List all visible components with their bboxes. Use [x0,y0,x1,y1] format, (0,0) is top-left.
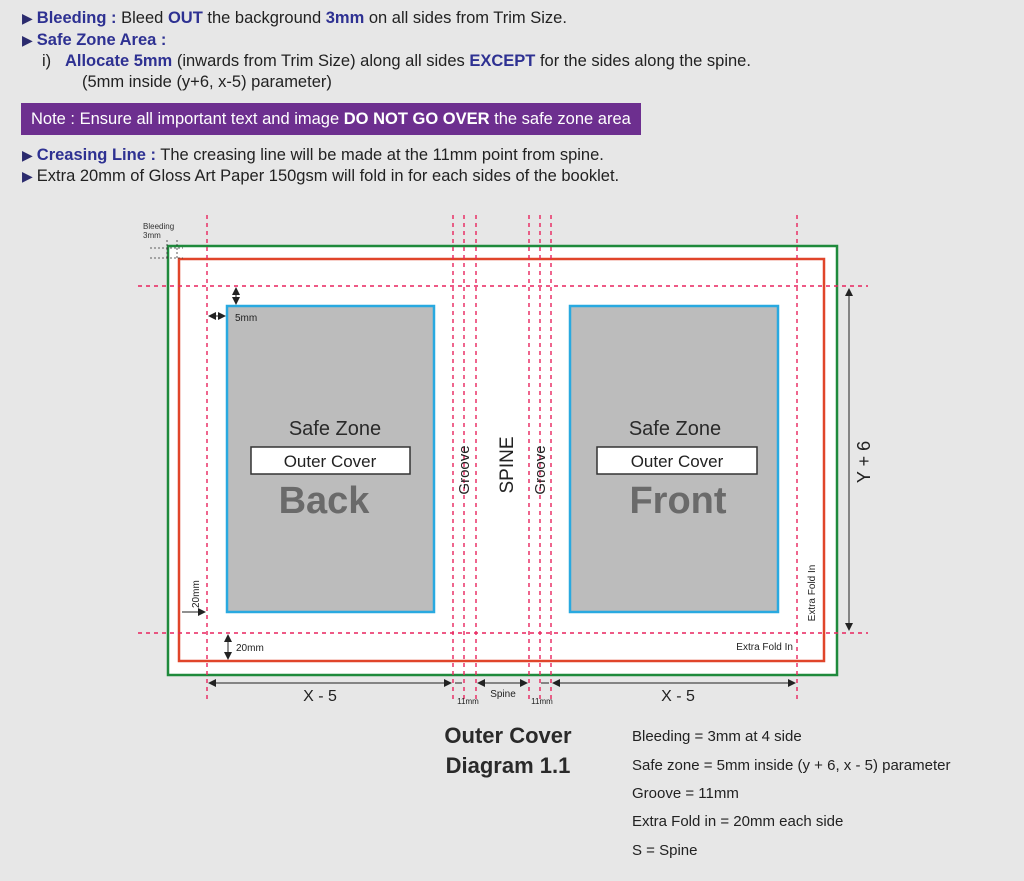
caption-line-2: Diagram 1.1 [445,753,571,778]
bleeding-label-2: 3mm [143,231,161,240]
groove-left-label: Groove [456,445,473,495]
y-dimension-label: Y + 6 [854,440,874,484]
extra-fold-in-right-label: Extra Fold In [807,564,818,622]
caption-line-1: Outer Cover [444,723,572,748]
bottom-fold-label: 20mm [236,643,264,654]
bullet-arrow-icon: ▶ [22,10,33,26]
bleeding-label-1: Bleeding [143,222,175,231]
back-outer-cover-label: Outer Cover [283,452,377,471]
bullet-arrow-icon: ▶ [22,147,33,163]
bleeding-instruction: ▶ Bleeding : Bleed OUT the background 3mm on all sides from Trim Size. [22,9,567,27]
spine-label: SPINE [497,436,518,494]
safe-zone-instruction: i) Allocate 5mm (inwards from Trim Size) along all sides EXCEPT for the sides along the spine. [42,52,751,70]
legend-item: Extra Fold in = 20mm each side [632,813,844,830]
front-outer-cover-label: Outer Cover [630,452,724,471]
safe-margin-label: 5mm [235,313,258,324]
groove-right-label: Groove [532,445,549,495]
bullet-arrow-icon: ▶ [22,168,33,184]
extra-fold-instruction: ▶ Extra 20mm of Gloss Art Paper 150gsm will fold in for each sides of the booklet. [22,167,620,185]
legend-item: Bleeding = 3mm at 4 side [632,728,802,745]
safe-zone-parameter: (5mm inside (y+6, x-5) parameter) [82,73,332,91]
note-banner: Note : Ensure all important text and image DO NOT GO OVER the safe zone area [21,103,641,135]
x-dimension-right-label: X - 5 [661,688,695,705]
bullet-arrow-icon: ▶ [22,32,33,48]
left-fold-label: 20mm [191,580,202,608]
legend-item: Safe zone = 5mm inside (y + 6, x - 5) parameter [632,757,951,774]
x-dimension-left-label: X - 5 [303,688,337,705]
groove-dimension-left-label: 11mm [457,697,479,706]
front-label: Front [629,480,727,522]
diagram-caption [418,721,598,781]
front-safe-zone-title: Safe Zone [628,418,722,440]
creasing-instruction: ▶ Creasing Line : The creasing line will be made at the 11mm point from spine. [22,146,604,164]
safe-zone-heading: ▶ Safe Zone Area : [22,31,167,49]
legend-item: S = Spine [632,842,698,859]
groove-dimension-right-label: 11mm [531,697,553,706]
back-label: Back [278,480,370,522]
spine-dimension-label: Spine [490,689,516,700]
extra-fold-in-bottom-label: Extra Fold In [736,642,793,653]
legend-item: Groove = 11mm [632,785,739,802]
back-safe-zone-title: Safe Zone [288,418,382,440]
